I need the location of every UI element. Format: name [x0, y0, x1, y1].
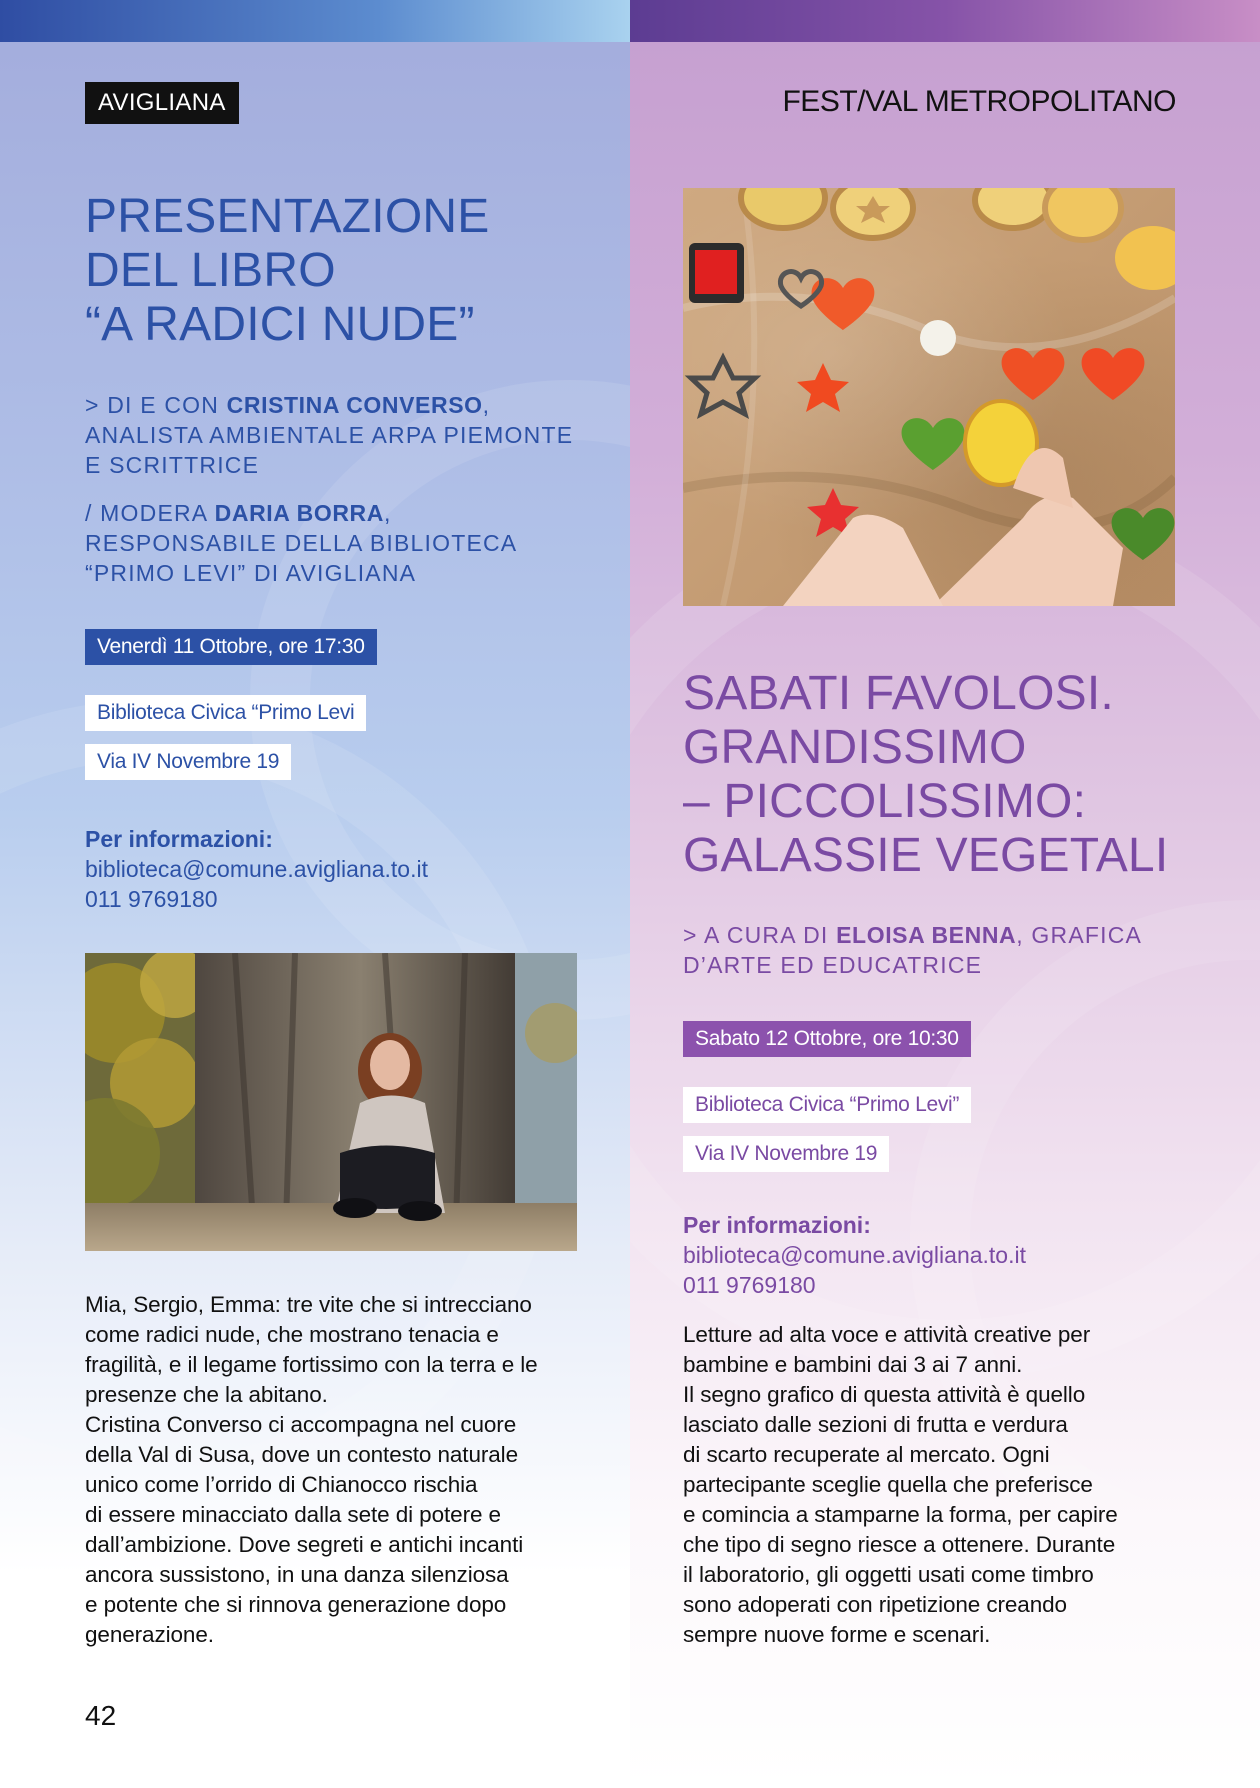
body-line: come radici nude, che mostrano tenacia e — [85, 1322, 499, 1347]
body-line: fragilità, e il legame fortissimo con la terra e le — [85, 1352, 538, 1377]
page-number: 42 — [85, 1700, 117, 1731]
credit-line: ANALISTA AMBIENTALE ARPA PIEMONTE — [85, 422, 574, 448]
title-line: SABATI FAVOLOSI. — [683, 667, 1114, 720]
author-photo-illustration — [85, 953, 577, 1251]
contact-info — [85, 824, 428, 914]
contact-info — [683, 1210, 1026, 1300]
body-line: sempre nuove forme e scenari. — [683, 1622, 991, 1647]
credit-name: CRISTINA CONVERSO — [226, 392, 483, 418]
top-gradient-bar-left — [0, 0, 630, 42]
credit-prefix: / MODERA — [85, 500, 215, 526]
credit-line: D’ARTE ED EDUCATRICE — [683, 952, 983, 978]
venue-label: Biblioteca Civica “Primo Levi” — [683, 1087, 971, 1123]
body-line: sono adoperati con ripetizione creando — [683, 1592, 1067, 1617]
event-date-badge: Sabato 12 Ottobre, ore 10:30 — [683, 1021, 971, 1057]
email-link[interactable]: biblioteca@comune.avigliana.to.it — [683, 1242, 1026, 1268]
body-line: unico come l’orrido di Chianocco rischia — [85, 1472, 478, 1497]
body-line: e comincia a stamparne la forma, per capire — [683, 1502, 1118, 1527]
credit-prefix: > A CURA DI — [683, 922, 837, 948]
phone-number[interactable]: 011 9769180 — [85, 886, 218, 912]
event-title-right — [683, 667, 1203, 883]
body-line: di scarto recuperate al mercato. Ogni — [683, 1442, 1050, 1467]
email-link[interactable]: biblioteca@comune.avigliana.to.it — [85, 856, 428, 882]
body-line: che tipo di segno riesce a ottenere. Durante — [683, 1532, 1116, 1557]
craft-photo-illustration — [683, 188, 1175, 606]
event-date-badge: Venerdì 11 Ottobre, ore 17:30 — [85, 629, 377, 665]
event-title-left — [85, 190, 605, 352]
credit-name: DARIA BORRA — [214, 500, 384, 526]
body-line: il laboratorio, gli oggetti usati come timbro — [683, 1562, 1094, 1587]
body-line: di essere minacciato dalla sete di potere e — [85, 1502, 501, 1527]
body-line: lasciato dalle sezioni di frutta e verdura — [683, 1412, 1068, 1437]
body-line: generazione. — [85, 1622, 214, 1647]
author-photo — [85, 953, 577, 1251]
body-line: ancora sussistono, in una danza silenziosa — [85, 1562, 509, 1587]
phone-number[interactable]: 011 9769180 — [683, 1272, 816, 1298]
festival-title: FEST/VAL METROPOLITANO — [782, 85, 1176, 118]
body-line: e potente che si rinnova generazione dopo — [85, 1592, 507, 1617]
title-line: GALASSIE VEGETALI — [683, 829, 1169, 882]
body-line: della Val di Susa, dove un contesto naturale — [85, 1442, 518, 1467]
body-line: partecipante sceglie quella che preferisce — [683, 1472, 1093, 1497]
title-line: GRANDISSIMO — [683, 721, 1027, 774]
credit-line: RESPONSABILE DELLA BIBLIOTECA — [85, 530, 518, 556]
body-line: Letture ad alta voce e attività creative per — [683, 1322, 1091, 1347]
info-label: Per informazioni: — [85, 826, 273, 852]
body-line: Mia, Sergio, Emma: tre vite che si intrecciano — [85, 1292, 532, 1317]
body-line: presenze che la abitano. — [85, 1382, 328, 1407]
body-line: Cristina Converso ci accompagna nel cuore — [85, 1412, 517, 1437]
top-gradient-bar-right — [630, 0, 1260, 42]
credit-line: E SCRITTRICE — [85, 452, 260, 478]
body-line: bambine e bambini dai 3 ai 7 anni. — [683, 1352, 1023, 1377]
title-line: – PICCOLISSIMO: — [683, 775, 1087, 828]
section-tag: AVIGLIANA — [85, 82, 239, 124]
title-line: “A RADICI NUDE” — [85, 298, 475, 351]
venue-label: Biblioteca Civica “Primo Levi — [85, 695, 366, 731]
credit-curator — [683, 920, 1203, 980]
body-line: dall’ambizione. Dove segreti e antichi incanti — [85, 1532, 524, 1557]
info-label: Per informazioni: — [683, 1212, 871, 1238]
craft-photo — [683, 188, 1175, 606]
address-label: Via IV Novembre 19 — [85, 744, 291, 780]
credit-author — [85, 390, 625, 480]
title-line: DEL LIBRO — [85, 244, 336, 297]
credit-moderator — [85, 498, 625, 588]
credit-rest: , — [383, 500, 392, 526]
credit-rest: , GRAFICA — [1016, 922, 1143, 948]
address-label: Via IV Novembre 19 — [683, 1136, 889, 1172]
event-description-left — [85, 1290, 625, 1650]
credit-rest: , — [482, 392, 491, 418]
credit-prefix: > DI E CON — [85, 392, 227, 418]
event-description-right — [683, 1320, 1203, 1650]
title-line: PRESENTAZIONE — [85, 190, 490, 243]
credit-name: ELOISA BENNA — [836, 922, 1017, 948]
body-line: Il segno grafico di questa attività è quello — [683, 1382, 1086, 1407]
credit-line: “PRIMO LEVI” DI AVIGLIANA — [85, 560, 417, 586]
